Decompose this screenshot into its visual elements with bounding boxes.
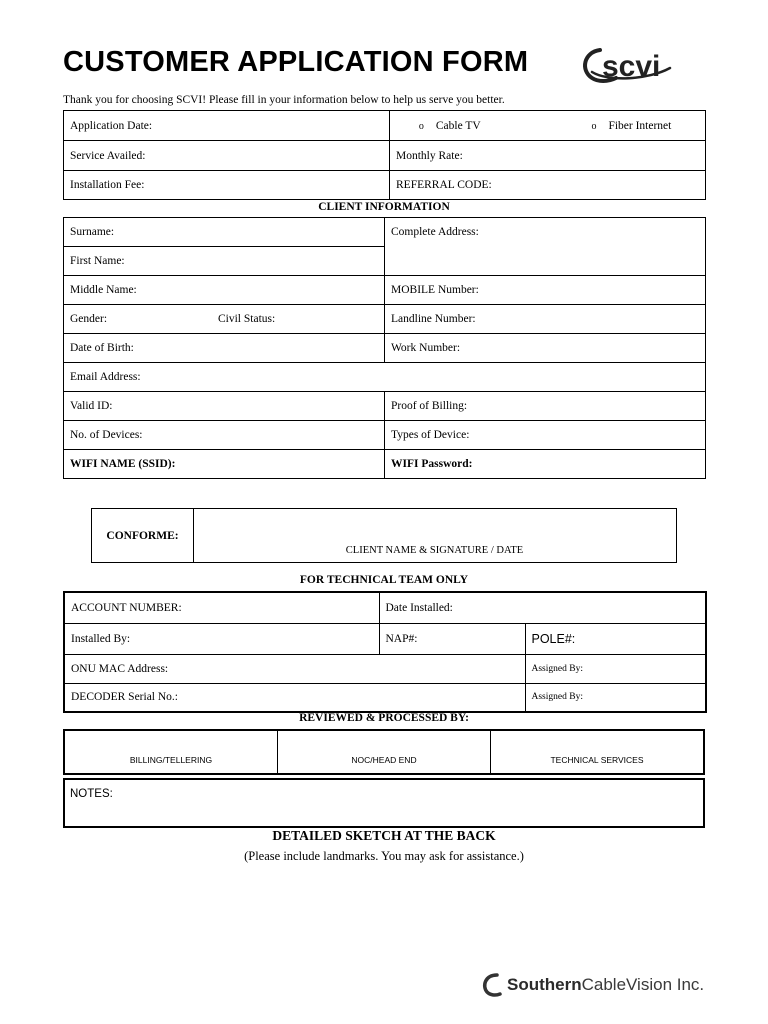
footer-brand-bold: Southern xyxy=(507,975,582,994)
civil-status-field[interactable]: Civil Status: xyxy=(218,313,276,325)
monthly-rate-field[interactable]: Monthly Rate: xyxy=(390,141,706,171)
service-availed-field[interactable]: Service Availed: xyxy=(64,141,390,171)
types-of-device-field[interactable]: Types of Device: xyxy=(385,421,706,450)
gender-field[interactable]: Gender: xyxy=(70,313,108,325)
review-signature-box xyxy=(63,729,705,775)
assigned-by-onu-field[interactable]: Assigned By: xyxy=(525,654,706,683)
noc-label: NOC/HEAD END xyxy=(351,755,417,765)
cable-tv-option[interactable] xyxy=(419,120,481,132)
fiber-internet-option[interactable] xyxy=(591,120,671,132)
service-type-options xyxy=(390,111,706,141)
installed-by-field[interactable]: Installed By: xyxy=(64,623,379,654)
service-table xyxy=(63,110,706,200)
assigned-by-decoder-field[interactable]: Assigned By: xyxy=(525,683,706,712)
middle-name-field[interactable]: Middle Name: xyxy=(64,276,385,305)
notes-field[interactable] xyxy=(63,778,705,828)
proof-of-billing-field[interactable]: Proof of Billing: xyxy=(385,392,706,421)
date-of-birth-field[interactable]: Date of Birth: xyxy=(64,334,385,363)
complete-address-field[interactable]: Complete Address: xyxy=(385,218,706,276)
intro-text: Thank you for choosing SCVI! Please fill in your information below to help us serve you better. xyxy=(63,94,505,106)
work-number-field[interactable]: Work Number: xyxy=(385,334,706,363)
technical-table xyxy=(63,591,707,713)
scvi-logo xyxy=(578,42,690,90)
footer-brand-rest: CableVision Inc. xyxy=(581,975,705,994)
nap-field[interactable]: NAP#: xyxy=(379,623,525,654)
decoder-serial-field[interactable]: DECODER Serial No.: xyxy=(64,683,525,712)
footer-brand xyxy=(507,975,704,995)
account-number-field[interactable]: ACCOUNT NUMBER: xyxy=(64,592,379,623)
mobile-number-field[interactable]: MOBILE Number: xyxy=(385,276,706,305)
email-address-field[interactable]: Email Address: xyxy=(64,363,706,392)
reviewed-heading: REVIEWED & PROCESSED BY: xyxy=(299,712,469,724)
client-table xyxy=(63,217,706,479)
fiber-internet-label: Fiber Internet xyxy=(608,119,672,132)
billing-signature-cell[interactable] xyxy=(65,731,278,773)
referral-code-field[interactable]: REFERRAL CODE: xyxy=(390,171,706,200)
onu-mac-field[interactable]: ONU MAC Address: xyxy=(64,654,525,683)
notes-label: NOTES: xyxy=(70,788,113,800)
technical-team-heading: FOR TECHNICAL TEAM ONLY xyxy=(299,574,469,586)
landline-number-field[interactable]: Landline Number: xyxy=(385,305,706,334)
cable-tv-label: Cable TV xyxy=(435,119,481,132)
form-title: CUSTOMER APPLICATION FORM xyxy=(63,46,529,78)
first-name-field[interactable]: First Name: xyxy=(64,247,385,276)
tech-services-signature-cell[interactable] xyxy=(491,731,703,773)
scvi-logo-mark xyxy=(578,42,690,90)
footer-swoosh-icon xyxy=(481,972,503,998)
tech-services-label: TECHNICAL SERVICES xyxy=(550,755,644,765)
wifi-password-field[interactable]: WIFI Password: xyxy=(385,450,706,479)
noc-signature-cell[interactable] xyxy=(278,731,491,773)
no-of-devices-field[interactable]: No. of Devices: xyxy=(64,421,385,450)
date-installed-field[interactable]: Date Installed: xyxy=(379,592,706,623)
sketch-title: DETAILED SKETCH AT THE BACK xyxy=(272,828,496,843)
valid-id-field[interactable]: Valid ID: xyxy=(64,392,385,421)
application-date-field[interactable]: Application Date: xyxy=(64,111,390,141)
pole-field[interactable]: POLE#: xyxy=(525,623,706,654)
client-signature-caption: CLIENT NAME & SIGNATURE / DATE xyxy=(345,545,524,556)
client-info-heading: CLIENT INFORMATION xyxy=(318,201,450,213)
surname-field[interactable]: Surname: xyxy=(64,218,385,247)
footer-logo xyxy=(481,970,711,1000)
gender-civil-status-cell xyxy=(64,305,385,334)
logo-text: scvi xyxy=(602,50,661,83)
radio-circle-icon: o xyxy=(418,120,424,132)
wifi-name-field[interactable]: WIFI NAME (SSID): xyxy=(64,450,385,479)
radio-circle-icon: o xyxy=(591,120,597,132)
sketch-subtitle: (Please include landmarks. You may ask for assistance.) xyxy=(244,849,524,863)
billing-label: BILLING/TELLERING xyxy=(129,755,213,765)
conforme-label: CONFORME: xyxy=(92,509,194,562)
conforme-box xyxy=(91,508,677,563)
installation-fee-field[interactable]: Installation Fee: xyxy=(64,171,390,200)
